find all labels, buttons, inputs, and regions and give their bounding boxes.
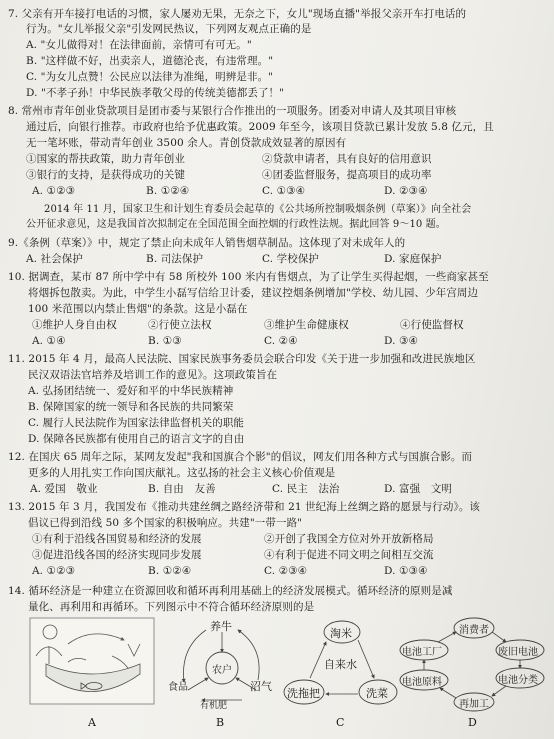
q10-statement-4: ④行使监督权 — [400, 319, 464, 331]
diagram-d-node-sorting: 电池分类 — [498, 675, 538, 686]
q7-option-d: D. "不孝子孙！中华民族孝敬父母的传统美德都丢了！" — [26, 87, 285, 99]
q9-option-d: D. 家庭保护 — [384, 253, 442, 265]
diagram-c-node-veg-wash: 洗菜 — [366, 687, 388, 700]
q13-statement-2: ②开创了我国全方位对外开放新格局 — [264, 533, 434, 545]
q8-statement-2: ②贷款申请者，具有良好的信用意识 — [262, 153, 432, 165]
q12-option-a: A. 爱国 敬业 — [30, 483, 98, 495]
diagram-d-label: D — [468, 716, 477, 729]
q8-option-c: C. ①③④ — [262, 185, 306, 197]
q10-stem-line3: 100 米范围以内禁止售烟"的条款。这是小磊在 — [28, 303, 248, 315]
diagram-a-label: A — [88, 716, 97, 729]
q10-option-b: B. ①③ — [148, 335, 182, 347]
q8-statement-1: ①国家的帮扶政策，助力青年创业 — [26, 153, 185, 165]
q7-option-b: B. "这样做不好，出卖亲人，道德沦丧，有违常理。" — [26, 55, 274, 67]
q10-option-c: C. ②④ — [264, 335, 298, 347]
diagram-b-node-biogas: 沼气 — [250, 680, 272, 693]
q13-option-a: A. ①②③ — [32, 565, 76, 577]
q8-option-a: A. ①②③ — [32, 185, 76, 197]
diagram-b-node-farmer: 农户 — [212, 665, 232, 676]
q11-option-a: A. 弘扬团结统一、爱好和平的中华民族精神 — [28, 385, 234, 397]
diagram-a-ecosystem — [28, 616, 156, 706]
q13-statement-1: ①有利于沿线各国贸易和经济的发展 — [32, 533, 202, 545]
diagram-d-node-raw-material: 电池原料 — [402, 677, 442, 688]
q12-stem-line1: 12. 在国庆 65 周年之际，某网友发起"我和国旗合个影"的倡议，网友们用各种方式与国旗合影。而 — [8, 451, 473, 463]
q11-option-d: D. 保障各民族都有使用自己的语言文字的自由 — [28, 433, 245, 445]
diagram-d-battery-recycle — [398, 616, 546, 712]
q10-statement-1: ①维护人身自由权 — [32, 319, 117, 331]
q9-option-a: A. 社会保护 — [26, 253, 83, 265]
q13-option-d: D. ①③④ — [384, 565, 428, 577]
diagram-b-node-fertilizer: 有机肥 — [200, 701, 228, 711]
q9-option-b: B. 司法保护 — [146, 253, 204, 265]
q13-statement-3: ③促进沿线各国的经济实现同步发展 — [32, 549, 202, 561]
material-line1: 2014 年 11 月，国家卫生和计划生育委员会起草的《公共场所控制吸烟条例（草案）》向全社会 — [44, 204, 472, 215]
diagram-c-label: C — [336, 716, 345, 729]
q8-option-b: B. ①②④ — [146, 185, 190, 197]
q8-stem-line2: 通过后，向银行推荐。市政府也给予优惠政策。2009 年至今，该项目贷款已累计发放 5.8 亿元，且 — [26, 121, 494, 133]
q14-stem-line1: 14. 循环经济是一种建立在资源回收和循环再利用基础上的经济发展模式。循环经济的原则是减 — [8, 585, 453, 597]
material-line2: 公开征求意见，这是我国首次拟制定在全国范围全面控烟的行政性法规。据此回答 9～10 题。 — [26, 219, 446, 230]
q10-statement-2: ②行使立法权 — [148, 319, 212, 331]
q11-option-b: B. 保障国家的统一领导和各民族的共同繁荣 — [28, 401, 234, 413]
diagram-c-node-tap-water: 自来水 — [324, 658, 357, 671]
diagram-d-node-factory: 电池工厂 — [402, 647, 442, 658]
q11-stem-line1: 11. 2015 年 4 月，最高人民法院、国家民族事务委员会联合印发《关于进一步加强和改进民族地区 — [8, 353, 476, 365]
diagram-d-node-reprocess: 再加工 — [459, 699, 489, 710]
q9-stem: 9.《条例（草案）》中，规定了禁止向未成年人销售烟草制品。这体现了对未成年人的 — [8, 237, 406, 249]
q8-statement-3: ③银行的支持，是获得成功的关键 — [26, 169, 185, 181]
q11-stem-line2: 民汉双语法官培养及培训工作的意见》。这项政策旨在 — [28, 369, 278, 381]
q13-stem-line2: 倡议已得到沿线 50 多个国家的积极响应。共建"一带一路" — [28, 517, 303, 529]
q14-stem-line2: 量化、再利用和再循环。下列图示中不符合循环经济原则的是 — [28, 601, 315, 613]
q7-option-c: C. "为女儿点赞！公民应以法律为准绳，明辨是非。" — [26, 71, 274, 83]
q10-statement-3: ③维护生命健康权 — [264, 319, 349, 331]
diagram-b-farm-cycle — [166, 618, 278, 710]
q13-stem-line1: 13. 2015 年 3 月，我国发布《推动共建丝绸之路经济带和 21 世纪海上丝绸之路的愿景与行动》。该 — [8, 501, 481, 513]
q7-option-a: A. "女儿做得对！在法律面前，亲情可有可无。" — [26, 39, 252, 51]
q8-option-d: D. ②③④ — [384, 185, 428, 197]
q8-stem-line1: 8. 常州市青年创业贷款项目是团市委与某银行合作推出的一项服务。团委对申请人及其项目审核 — [8, 105, 457, 117]
diagram-c-node-mop-wash: 洗拖把 — [287, 687, 320, 700]
q10-stem-line1: 10. 据调查，某市 87 所中学中有 58 所校外 100 米内有售烟点，为了让学生买得起烟，一些商家甚至 — [8, 271, 489, 283]
diagram-d-node-used-battery: 废旧电池 — [498, 647, 538, 658]
q13-statement-4: ④有利于促进不同文明之间相互交流 — [264, 549, 434, 561]
q13-option-b: B. ①②④ — [148, 565, 192, 577]
diagram-b-node-cattle: 养牛 — [210, 620, 232, 633]
q8-stem-line3: 无一笔坏账，带动青年创业 3500 余人。青创贷款成效显著的原因有 — [26, 137, 347, 149]
q12-option-b: B. 自由 友善 — [148, 483, 216, 495]
q9-option-c: C. 学校保护 — [262, 253, 320, 265]
diagram-c-water-reuse — [282, 618, 400, 710]
diagram-c-node-rice-wash: 淘米 — [330, 627, 352, 640]
q11-option-c: C. 履行人民法院作为国家法律监督机关的职能 — [28, 417, 245, 429]
q7-stem-line1: 7. 父亲有开车接打电话的习惯，家人屡劝无果，无奈之下，女儿"现场直播"举报父亲开车打电话的 — [8, 8, 467, 20]
diagram-b-label: B — [216, 716, 225, 729]
q13-option-c: C. ②③④ — [264, 565, 308, 577]
q7-stem-line2: 行为。"女儿举报父亲"引发网民热议，下列网友观点正确的是 — [26, 23, 312, 35]
q12-option-d: D. 富强 文明 — [384, 483, 453, 495]
q10-stem-line2: 将烟拆包散卖。为此，中学生小磊写信给卫计委，建议控烟条例增加"学校、幼儿园、少年宫周边 — [28, 287, 479, 299]
q10-option-d: D. ③④ — [384, 335, 419, 347]
q8-statement-4: ④团委监督服务，提高项目的成功率 — [262, 169, 432, 181]
q10-option-a: A. ①④ — [32, 335, 66, 347]
q12-stem-line2: 更多的人用扎实工作向国庆献礼。这弘扬的社会主义核心价值观是 — [28, 467, 336, 479]
q12-option-c: C. 民主 法治 — [272, 483, 340, 495]
diagram-d-node-consumer: 消费者 — [459, 625, 489, 636]
diagram-b-node-food: 食品 — [168, 682, 188, 693]
